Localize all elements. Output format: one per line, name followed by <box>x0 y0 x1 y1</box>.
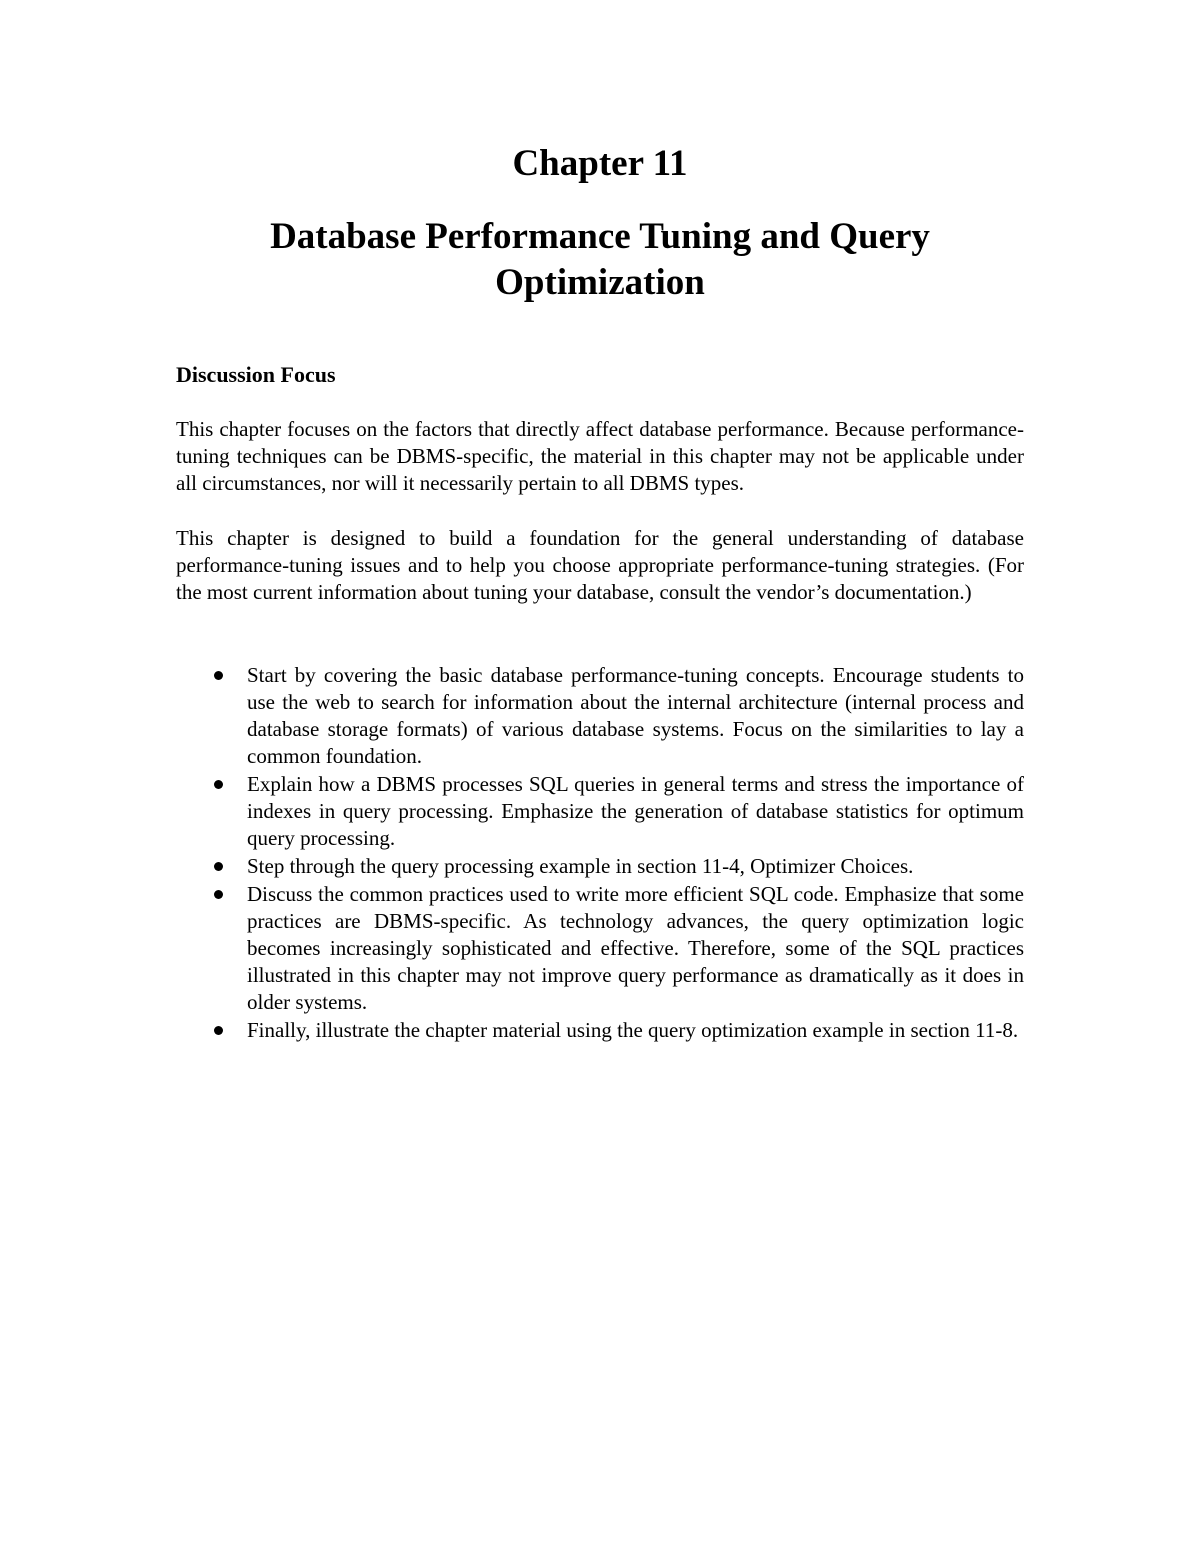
intro-paragraph: This chapter focuses on the factors that directly affect database performance. Because performance-tuning techniques can be DBMS-specific, the material in this chapter may not be applicable under all circumstances, nor will it necessarily pertain to all DBMS types. <box>176 417 1024 495</box>
list-item <box>176 662 1024 770</box>
document-title <box>176 214 1024 306</box>
section-heading: Discussion Focus <box>176 362 336 387</box>
discussion-bullet-list <box>176 662 1024 1045</box>
list-item-text: Finally, illustrate the chapter material using the query optimization example in section 11-8. <box>247 1018 1019 1042</box>
bullet-icon <box>214 780 223 789</box>
list-item-text: Explain how a DBMS processes SQL queries in general terms and stress the importance of indexes in query processing. Emphasize the generation of database statistics for optimum query processing. <box>247 772 1024 850</box>
bullet-icon <box>214 671 223 680</box>
list-item <box>176 853 1024 880</box>
chapter-number: Chapter 11 <box>512 143 688 184</box>
list-item <box>176 1017 1024 1044</box>
list-item-text: Step through the query processing example in section 11-4, Optimizer Choices. <box>247 854 914 878</box>
list-item <box>176 771 1024 852</box>
title-line-2: Optimization <box>495 262 705 303</box>
bullet-icon <box>214 1026 223 1035</box>
list-item-text: Discuss the common practices used to write more efficient SQL code. Emphasize that some practices are DBMS-specific. As technology advances, the query optimization logic becomes increasingly sophisticated and effective. Therefore, some of the SQL practices illustrated in this chapter may not improve query performance as dramatically as it does in older systems. <box>247 882 1024 1014</box>
foundation-paragraph: This chapter is designed to build a foundation for the general understanding of database performance-tuning issues and to help you choose appropriate performance-tuning strategies. (For the most current information about tuning your database, consult the vendor’s documentation.) <box>176 526 1024 604</box>
bullet-icon <box>214 862 223 871</box>
bullet-icon <box>214 890 223 899</box>
list-item-text: Start by covering the basic database performance-tuning concepts. Encourage students to use the web to search for information about the internal architecture (internal process and database storage formats) of various database systems. Focus on the similarities to lay a common foundation. <box>247 663 1024 768</box>
list-item <box>176 881 1024 1016</box>
title-line-1: Database Performance Tuning and Query <box>270 216 930 257</box>
